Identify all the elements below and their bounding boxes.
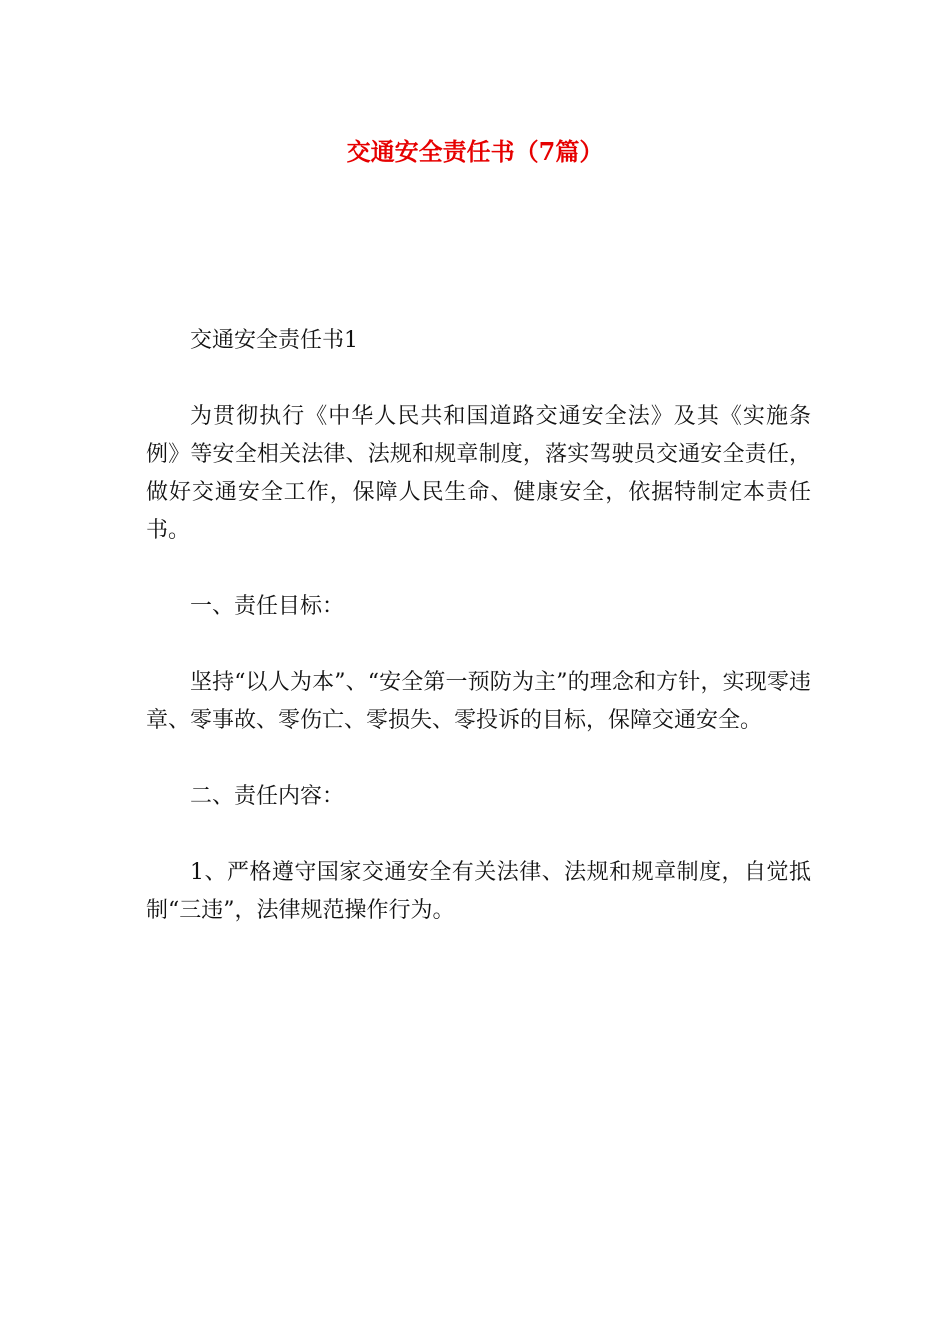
content-item-1: 1、严格遵守国家交通安全有关法律、法规和规章制度，自觉抵制“三违”，法律规范操作行为。	[146, 860, 811, 923]
goals-paragraph: 坚持“以人为本”、“安全第一预防为主”的理念和方针，实现零违章、零事故、零伤亡、零损失、零投诉的目标，保障交通安全。	[146, 670, 811, 733]
section-heading-goals: 一、责任目标：	[190, 594, 345, 619]
section-heading-content: 二、责任内容：	[190, 784, 345, 809]
document-body	[146, 322, 811, 968]
document-title: 交通安全责任书（7篇）	[346, 137, 604, 166]
intro-paragraph: 为贯彻执行《中华人民共和国道路交通安全法》及其《实施条例》等安全相关法律、法规和规章制度，落实驾驶员交通安全责任，做好交通安全工作，保障人民生命、健康安全，依据特制定本责任书。	[146, 404, 811, 543]
section-heading-1: 交通安全责任书1	[190, 328, 358, 353]
